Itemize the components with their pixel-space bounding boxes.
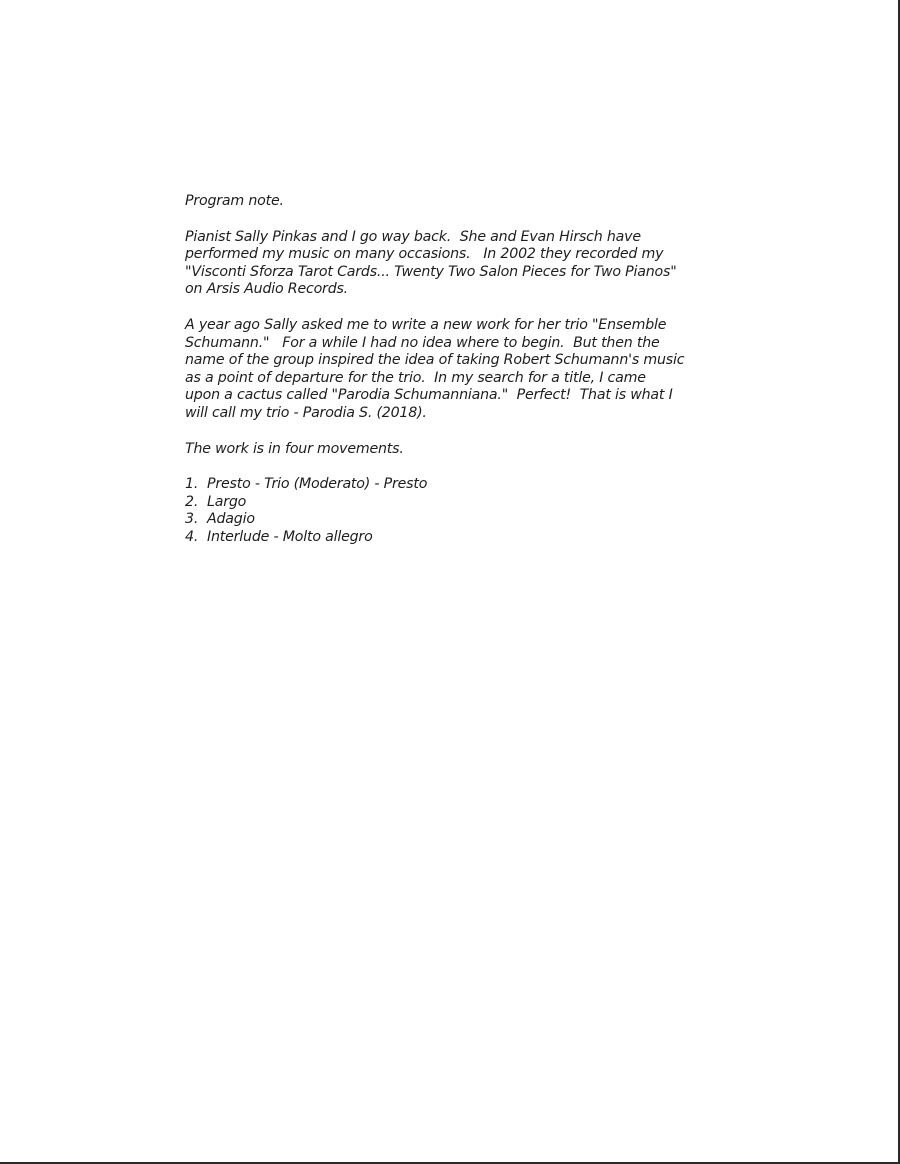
paragraph-line: as a point of departure for the trio. In my search for a title, I came: [185, 369, 646, 386]
movement-title: Largo: [207, 493, 247, 510]
movement-title: Presto - Trio (Moderato) - Presto: [207, 476, 428, 493]
paragraph-line: performed my music on many occasions. In 2002 they recorded my: [185, 246, 664, 263]
program-note-heading: Program note.: [185, 193, 284, 209]
movement-item: [185, 529, 745, 547]
movement-list: [185, 476, 745, 546]
movement-number: 4.: [185, 528, 199, 545]
movement-title: Interlude - Molto allegro: [207, 528, 373, 545]
movement-item: [185, 511, 745, 529]
movement-number: 1.: [185, 476, 199, 493]
paragraph-line: "Visconti Sforza Tarot Cards... Twenty Two Salon Pieces for Two Pianos": [185, 263, 677, 280]
movement-title: Adagio: [207, 511, 255, 528]
paragraph-line: on Arsis Audio Records.: [185, 281, 348, 298]
movement-item: [185, 476, 745, 494]
paragraph-movements-intro: The work is in four movements.: [185, 440, 404, 457]
paragraph-line: Schumann." For a while I had no idea where to begin. But then the: [185, 334, 660, 351]
movement-number: 3.: [185, 511, 199, 528]
paragraph-line: Pianist Sally Pinkas and I go way back. She and Evan Hirsch have: [185, 228, 641, 245]
paragraph-commission: [185, 317, 745, 423]
paragraph-intro: [185, 229, 745, 299]
paragraph-line: upon a cactus called "Parodia Schumanniana." Perfect! That is what I: [185, 387, 673, 404]
paragraph-line: name of the group inspired the idea of taking Robert Schumann's music: [185, 352, 685, 369]
paragraph-line: A year ago Sally asked me to write a new work for her trio "Ensemble: [185, 316, 667, 333]
program-note-text: [185, 193, 745, 547]
movement-number: 2.: [185, 493, 199, 510]
movement-item: [185, 494, 745, 512]
paragraph-line: will call my trio - Parodia S. (2018).: [185, 404, 427, 421]
